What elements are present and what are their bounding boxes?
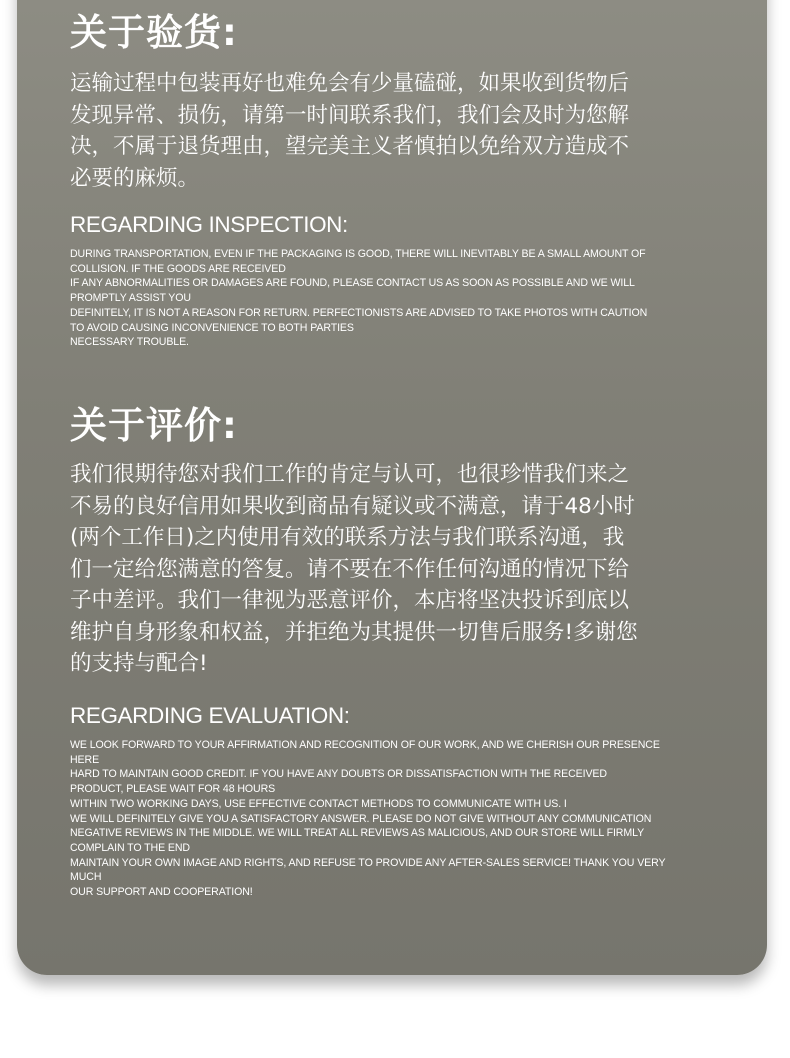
inspection-en-line: COLLISION. IF THE GOODS ARE RECEIVED [70,262,286,275]
inspection-title-cn: 关于验货: [70,11,238,54]
evaluation-cn-line: (两个工作日)之内使用有效的联系方法与我们联系沟通，我 [70,525,625,550]
evaluation-en-line: MAINTAIN YOUR OWN IMAGE AND RIGHTS, AND REFUSE TO PROVIDE ANY AFTER-SALES SERVICE! THANK YOU VERY [70,856,666,869]
evaluation-en-line: NEGATIVE REVIEWS IN THE MIDDLE. WE WILL TREAT ALL REVIEWS AS MALICIOUS, AND OUR STORE WILL FIRMLY [70,827,645,840]
inspection-title-en: REGARDING INSPECTION: [70,212,348,237]
evaluation-body-cn [70,459,720,680]
inspection-cn-line: 发现异常、损伤，请第一时间联系我们，我们会及时为您解 [70,102,630,128]
evaluation-en-line: WE LOOK FORWARD TO YOUR AFFIRMATION AND RECOGNITION OF OUR WORK, AND WE CHERISH OUR PRESENCE [70,739,660,751]
inspection-body-en [70,247,750,350]
inspection-en-line: DEFINITELY, IT IS NOT A REASON FOR RETURN. PERFECTIONISTS ARE ADVISED TO TAKE PHOTOS WITH CAUTION [70,306,648,319]
evaluation-title-en: REGARDING EVALUATION: [70,703,350,728]
inspection-en-line: IF ANY ABNORMALITIES OR DAMAGES ARE FOUND, PLEASE CONTACT US AS SOON AS POSSIBLE AND WE WILL [70,277,635,290]
evaluation-cn-line: 不易的良好信用如果收到商品有疑议或不满意，请于48小时 [70,493,635,519]
evaluation-cn-line: 子中差评。我们一律视为恶意评价，本店将坚决投诉到底以 [70,588,630,613]
inspection-en-line: TO AVOID CAUSING INCONVENIENCE TO BOTH PARTIES [70,321,354,334]
inspection-body-cn [70,68,720,194]
evaluation-en-line: HARD TO MAINTAIN GOOD CREDIT. IF YOU HAVE ANY DOUBTS OR DISSATISFACTION WITH THE RECEIVED [70,768,607,781]
evaluation-en-line: MUCH [70,871,102,884]
inspection-en-line: PROMPTLY ASSIST YOU [70,292,191,305]
inspection-en-line: NECESSARY TROUBLE. [70,336,189,349]
evaluation-title-cn: 关于评价: [70,404,238,447]
inspection-en-line: DURING TRANSPORTATION, EVEN IF THE PACKAGING IS GOOD, THERE WILL INEVITABLY BE A SMALL AMOUNT OF [70,248,646,260]
inspection-cn-line: 决，不属于退货理由，望完美主义者慎拍以免给双方造成不 [70,134,630,159]
evaluation-cn-line: 维护自身形象和权益，并拒绝为其提供一切售后服务!多谢您 [70,619,638,645]
evaluation-en-line: HERE [70,753,100,766]
inspection-cn-line: 必要的麻烦。 [70,165,200,191]
evaluation-en-line: WE WILL DEFINITELY GIVE YOU A SATISFACTORY ANSWER. PLEASE DO NOT GIVE WITHOUT ANY COMMUNICATION [70,812,652,825]
evaluation-cn-line: 们一定给您满意的答复。请不要在不作任何沟通的情况下给 [70,556,630,582]
evaluation-en-line: WITHIN TWO WORKING DAYS, USE EFFECTIVE CONTACT METHODS TO COMMUNICATE WITH US. I [70,797,567,810]
evaluation-cn-line: 我们很期待您对我们工作的肯定与认可，也很珍惜我们来之 [70,462,630,487]
evaluation-en-line: OUR SUPPORT AND COOPERATION! [70,886,253,899]
evaluation-body-en [70,738,750,900]
evaluation-cn-line: 的支持与配合! [70,651,208,676]
evaluation-en-line: PRODUCT, PLEASE WAIT FOR 48 HOURS [70,783,276,796]
inspection-cn-line: 运输过程中包装再好也难免会有少量磕碰，如果收到货物后 [70,71,630,96]
evaluation-en-line: COMPLAIN TO THE END [70,841,190,854]
